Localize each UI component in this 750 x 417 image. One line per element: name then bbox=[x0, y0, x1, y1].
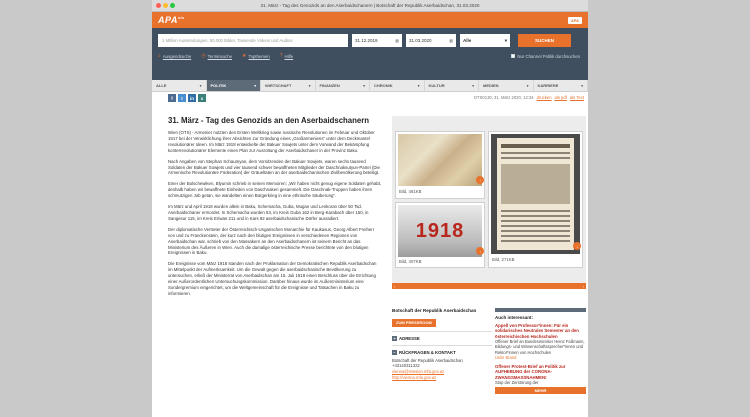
sender-org: Botschaft der Republik Aserbaidschan bbox=[392, 308, 477, 313]
download-icon[interactable]: ↓ bbox=[573, 242, 581, 250]
contact-box bbox=[392, 308, 492, 380]
xing-icon[interactable]: x bbox=[198, 94, 206, 102]
tab-alle[interactable]: ALLE ▾ bbox=[152, 80, 207, 91]
search-panel bbox=[152, 28, 588, 80]
tab-medien[interactable]: MEDIEN ▾ bbox=[479, 80, 534, 91]
window-title: 31. März - Tag des Genozids an den Aserbaidschanern | Botschaft der Republik Aserbaidschan, 31.03.2020 bbox=[260, 3, 480, 8]
related-item-text: Stop der Zerstörung der bbox=[495, 380, 539, 386]
article-paragraph: Nach Angaben von Stephan Schaumyan, dem Vorsitzenden der Bakuer Sowjets, waren sechs tausend Soldaten der Bakuer Sowjets und vier tausend schwer bewaffneten Mitglieder der Daschnaksutyun-Partei (Die Armenische Revolutionäre Föderation) der Gräueltaten an der aserbaidschanischen Zivilbevölkerung beteiligt. bbox=[168, 158, 380, 176]
calendar-small-icon: ◷ bbox=[201, 53, 206, 59]
image-caption: Bild, 271KB bbox=[492, 257, 515, 262]
article-meta bbox=[474, 95, 584, 100]
article-paragraph: Im März und April 1918 wurden allein in Baku, Schemacha, Guba, Mugan und Lenkoran über 50 Tsd. Aserbaidschaner ermordet. In Schemacha wurden 53, im Kreis Guba 162 in Berg-Karabach über 150, in Sangesur 115, im Kreis Eriwan 211 und in Kars 92 aserbaidschanische Dörfer ausradiert. bbox=[168, 204, 369, 221]
facebook-icon[interactable]: f bbox=[168, 94, 176, 102]
share-bar bbox=[168, 94, 206, 102]
article-paragraph: Der diplomatische Vertreter der Österreichisch-Ungarischen Monarchie für Kaukasus, Georg Albert Freiherr von und zu Franckenstein, der kurz nach den blutigen Ereignissen in verschiedenen Regionen von Aserbaidschan war, schrieb von den Massakern an den Aserbaidschanern ist seinem Bericht an das Ministerium des Äußeren in Wien. Auch die damalige österreichische Presse berichtete von den blutigen Ereignissen in Baku. bbox=[168, 226, 375, 256]
print-link[interactable]: drucken bbox=[536, 95, 552, 100]
plus-icon: + bbox=[393, 335, 396, 341]
image-thumb-1918[interactable] bbox=[395, 202, 485, 268]
article-paragraph: Wien (OTS) - Armenier nutzten den Ersten Weltkrieg sowie russische Revolutionen im Februar und Oktober 1917 bei der Verwirklichung ihrer Absichten zur Gründung eines „Großarmeniens“ unter dem Deckmantel revolutionärer Ideen. Im März 1918 entwickelte der Bakuer Sowjets unter dem Vorwand der Bekämpfung konterrevolutionärer Elemente einen Plan zur Ausrottung der Aserbaidschaner in der Provinz Baku. bbox=[168, 130, 375, 153]
date-search-link[interactable]: ◷ Terminsuche bbox=[201, 53, 232, 59]
article-id-date: OTS0130, 31. März 2020, 12:34 bbox=[473, 95, 534, 100]
tab-politik[interactable]: POLITIK ▾ bbox=[207, 80, 262, 91]
article-body bbox=[168, 116, 382, 302]
related-heading: Auch interessant: bbox=[495, 315, 534, 320]
related-item-source[interactable]: Uniin Brand bbox=[495, 354, 517, 360]
ad-strip bbox=[495, 308, 586, 312]
tab-wirtschaft[interactable]: WIRTSCHAFT ▾ bbox=[261, 80, 316, 91]
calendar-icon[interactable]: ▦ bbox=[395, 38, 399, 43]
download-icon[interactable]: ↓ bbox=[476, 247, 484, 255]
inquiries-toggle[interactable]: − RÜCKFRAGEN & KONTAKT bbox=[392, 345, 492, 355]
pressroom-button[interactable]: ZUM PRESSROOM bbox=[392, 319, 436, 327]
image-caption: Bild, 407KB bbox=[399, 259, 422, 264]
map-image[interactable] bbox=[398, 134, 482, 186]
related-item-text: Offener Brief an Bundesminister Heinz Faßmann, Bildungs- und Wissenschaftssprecher*innen und Rektor*innen von Hochschulen bbox=[495, 339, 585, 355]
contact-email-link[interactable]: vienna@mission.mfa.gov.az bbox=[392, 368, 445, 374]
window-controls[interactable] bbox=[156, 3, 175, 8]
calendar-icon[interactable]: ▦ bbox=[449, 38, 453, 43]
image-caption: Bild, 481KB bbox=[399, 189, 422, 194]
apa-logo[interactable]: $APA^{ots}$ bbox=[158, 15, 185, 25]
tab-finanzen[interactable]: FINANZEN ▾ bbox=[316, 80, 371, 91]
chevron-down-icon: ▾ bbox=[504, 37, 507, 43]
poster-image[interactable] bbox=[491, 134, 580, 254]
search-input[interactable]: 1 Million Aussendungen, 50.000 Bilder, Tausende Videos und Audios bbox=[158, 34, 348, 47]
advanced-search-link[interactable]: ⌕ Ausgendsuche bbox=[158, 53, 192, 59]
chevron-down-icon: ▾ bbox=[581, 83, 583, 88]
top-topics-link[interactable]: ★ Topthemen bbox=[241, 53, 270, 59]
linkedin-icon[interactable]: in bbox=[190, 95, 194, 101]
category-select[interactable]: Alle ▾ bbox=[460, 34, 510, 47]
gallery-pager bbox=[392, 283, 586, 289]
article-title: 31. März - Tag des Genozids an den Aserbaidschanern bbox=[168, 116, 370, 125]
maximize-window-icon[interactable] bbox=[170, 3, 175, 8]
related-sidebar bbox=[495, 308, 586, 394]
search-button[interactable]: SUCHEN bbox=[518, 34, 571, 47]
gallery-next-button[interactable]: › bbox=[582, 283, 584, 289]
more-button[interactable]: MEHR bbox=[495, 387, 586, 394]
chevron-down-icon: ▾ bbox=[308, 83, 311, 88]
chevron-down-icon: ▾ bbox=[363, 83, 365, 88]
chevron-down-icon: ▾ bbox=[417, 83, 420, 88]
star-icon: ★ bbox=[241, 53, 247, 59]
apa-right-logo[interactable]: APA bbox=[568, 17, 582, 24]
image-thumb-map[interactable] bbox=[395, 131, 485, 199]
chevron-down-icon: ▾ bbox=[472, 83, 474, 88]
date-to-input[interactable]: 31.03.2020 ▦ bbox=[406, 34, 456, 47]
related-item-title[interactable]: Offener Protest-Brief an Politik zur AUFHEBUNG der CORONA-ZWANGSMASSNAHMEN! bbox=[495, 364, 566, 380]
text-link[interactable]: als Text bbox=[569, 95, 584, 100]
memorial-image[interactable]: 1918 bbox=[398, 205, 482, 257]
chevron-down-icon: ▾ bbox=[254, 83, 256, 88]
category-nav bbox=[152, 80, 588, 92]
top-header bbox=[152, 12, 588, 28]
chevron-down-icon: ▾ bbox=[199, 83, 202, 88]
date-from-input[interactable]: 31.12.2019 ▦ bbox=[352, 34, 402, 47]
gallery-prev-button[interactable]: ‹ bbox=[394, 283, 396, 289]
minus-icon: − bbox=[393, 349, 396, 355]
media-gallery bbox=[392, 116, 586, 286]
contact-website-link[interactable]: http://vienna.mfa.gov.az bbox=[392, 374, 437, 380]
channel-only-checkbox[interactable]: Nur Channel Politik durchsuchen bbox=[511, 54, 580, 59]
address-toggle[interactable]: + ADRESSE bbox=[392, 331, 492, 341]
browser-title-bar bbox=[152, 0, 588, 12]
contact-phone: +43140311322 bbox=[392, 363, 420, 369]
related-item-title[interactable]: Appell von Professor*innen: Für ein solidarisches Neutrales Semester an den österreichischen Hochschulen bbox=[495, 323, 579, 339]
help-icon: ? bbox=[279, 53, 283, 59]
pdf-link[interactable]: als pdf bbox=[554, 95, 567, 100]
contact-line: Botschaft der Republik Aserbaidschan bbox=[392, 357, 463, 363]
twitter-icon[interactable]: t bbox=[178, 94, 186, 102]
tab-karriere[interactable]: KARRIERE ▾ bbox=[534, 80, 589, 91]
help-link[interactable]: ? Hilfe bbox=[279, 53, 294, 59]
page bbox=[152, 12, 588, 417]
minimize-window-icon[interactable] bbox=[163, 3, 168, 8]
close-window-icon[interactable] bbox=[156, 3, 161, 8]
article-paragraph: Die Ereignisse vom März 1918 standen nach der Proklamation der Demokratischen Republik Aserbaidschan im Mittelpunkt der Aufmerksamkeit. Um die Gewalt gegen die aserbaidschanische Bevölkerung zu untersuchen, erließ der Ministerrat von Aserbaidschan am 15. Juli 1918 einen Beschluss über die Errichtung einer Außerordentlichen Untersuchungskommission. Darüber hinaus wurde im Außenministerium eine Sondergremium eingerichtet, um die Weltgemeinschaft für die Ereignisse und Tatsachen in Baku zu informieren. bbox=[168, 261, 377, 296]
image-thumb-poster[interactable] bbox=[488, 131, 583, 268]
article-paragraph: Einer der Bolschewiken, Blyumin schrieb in seinen Memoiren: „Wir haben nicht genug eigene Soldaten gehabt, deshalb haben wir bewaffnete Einheiten von Daschnaken gesammelt. Die Daschnak-Truppen haben ihren schmutzigen Job getan, sie wandelten einen Bürgerkrieg in eine ethnische Säuberung“. bbox=[168, 181, 382, 199]
download-icon[interactable]: ↓ bbox=[476, 176, 484, 184]
tab-chronik[interactable]: CHRONIK ▾ bbox=[370, 80, 425, 91]
search-icon: ⌕ bbox=[158, 53, 161, 59]
chevron-down-icon: ▾ bbox=[526, 83, 529, 88]
tab-kultur[interactable]: KULTUR ▾ bbox=[425, 80, 480, 91]
